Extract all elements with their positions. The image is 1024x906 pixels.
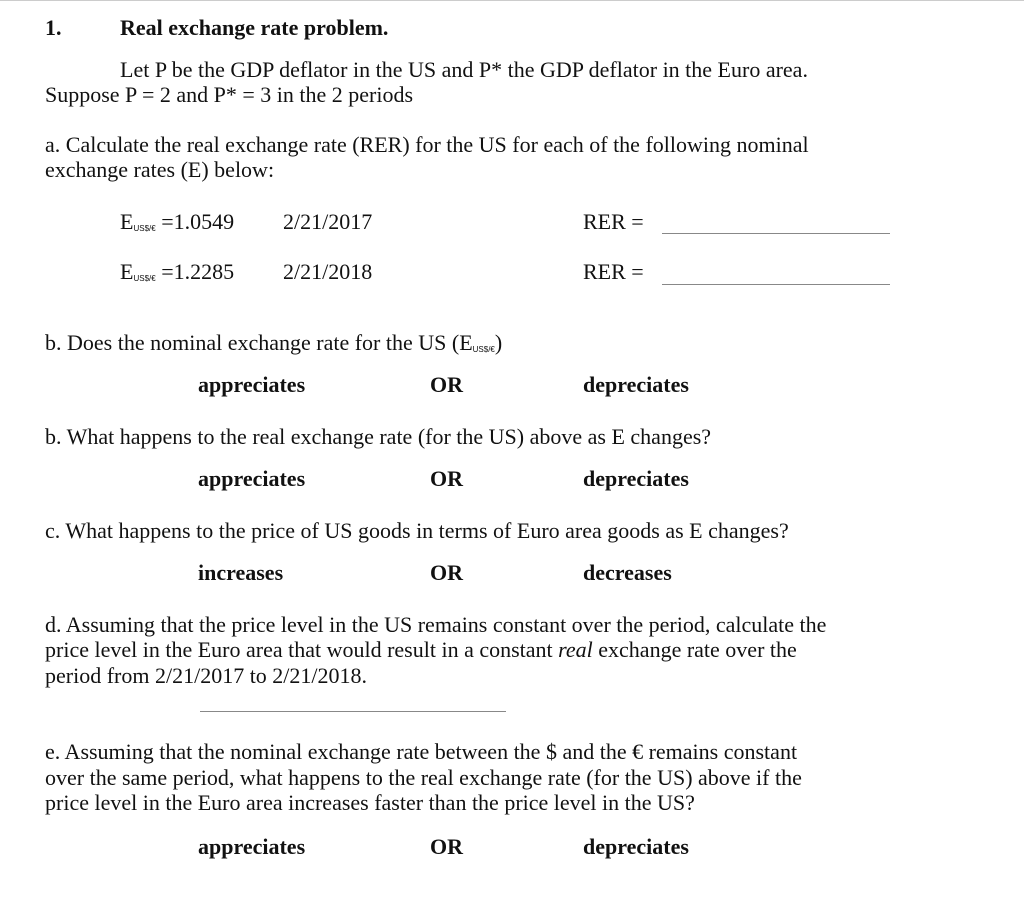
part-d-text: price level in the Euro area that would result in a constant real exchange rate over the (45, 637, 797, 662)
option-appreciates[interactable]: appreciates (198, 466, 306, 491)
option-appreciates[interactable]: appreciates (198, 372, 306, 397)
rate-row-2: $E_{US\$/€} =1.2285$ (120, 259, 235, 284)
rate-row-1: $E_{US\$/€} =1.0549$ (120, 209, 235, 234)
option-increases[interactable]: increases (198, 560, 284, 585)
part-e-text: price level in the Euro area increases faster than the price level in the US? (45, 790, 695, 815)
part-e-text: e. Assuming that the nominal exchange rate between the $ and the € remains constant (45, 739, 798, 764)
option-decreases[interactable]: decreases (583, 560, 672, 585)
intro-line: Let P be the GDP deflator in the US and P* the GDP deflator in the Euro area. (120, 57, 808, 82)
part-d-text: period from 2/21/2017 to 2/21/2018. (45, 663, 368, 688)
part-b1-text: b. Does the nominal exchange rate for the US $(E_{US\$/€})$ (45, 330, 503, 355)
part-d-answer-blank[interactable] (200, 711, 506, 712)
option-depreciates[interactable]: depreciates (583, 372, 689, 397)
option-depreciates[interactable]: depreciates (583, 466, 689, 491)
problem-title: Real exchange rate problem. (120, 15, 389, 40)
intro-line: Suppose P = 2 and P* = 3 in the 2 periods (45, 82, 414, 107)
part-d-text: d. Assuming that the price level in the US remains constant over the period, calculate the (45, 612, 827, 637)
part-a-text: exchange rates (E) below: (45, 157, 275, 182)
part-b2-text: b. What happens to the real exchange rate (for the US) above as E changes? (45, 424, 712, 449)
rate-date-1: 2/21/2017 (283, 209, 373, 234)
rer-answer-blank-1[interactable] (662, 233, 890, 234)
rer-answer-blank-2[interactable] (662, 284, 890, 285)
option-or: OR (430, 560, 463, 585)
rer-label-2: RER = (583, 259, 644, 284)
problem-number: 1. (45, 15, 62, 40)
option-depreciates[interactable]: depreciates (583, 834, 689, 859)
part-c-text: c. What happens to the price of US goods in terms of Euro area goods as E changes? (45, 518, 789, 543)
option-or: OR (430, 466, 463, 491)
rer-label-1: RER = (583, 209, 644, 234)
option-appreciates[interactable]: appreciates (198, 834, 306, 859)
option-or: OR (430, 372, 463, 397)
part-a-text: a. Calculate the real exchange rate (RER) for the US for each of the following nominal (45, 132, 809, 157)
part-e-text: over the same period, what happens to the real exchange rate (for the US) above if the (45, 765, 802, 790)
top-border (0, 0, 1024, 1)
option-or: OR (430, 834, 463, 859)
rate-date-2: 2/21/2018 (283, 259, 373, 284)
